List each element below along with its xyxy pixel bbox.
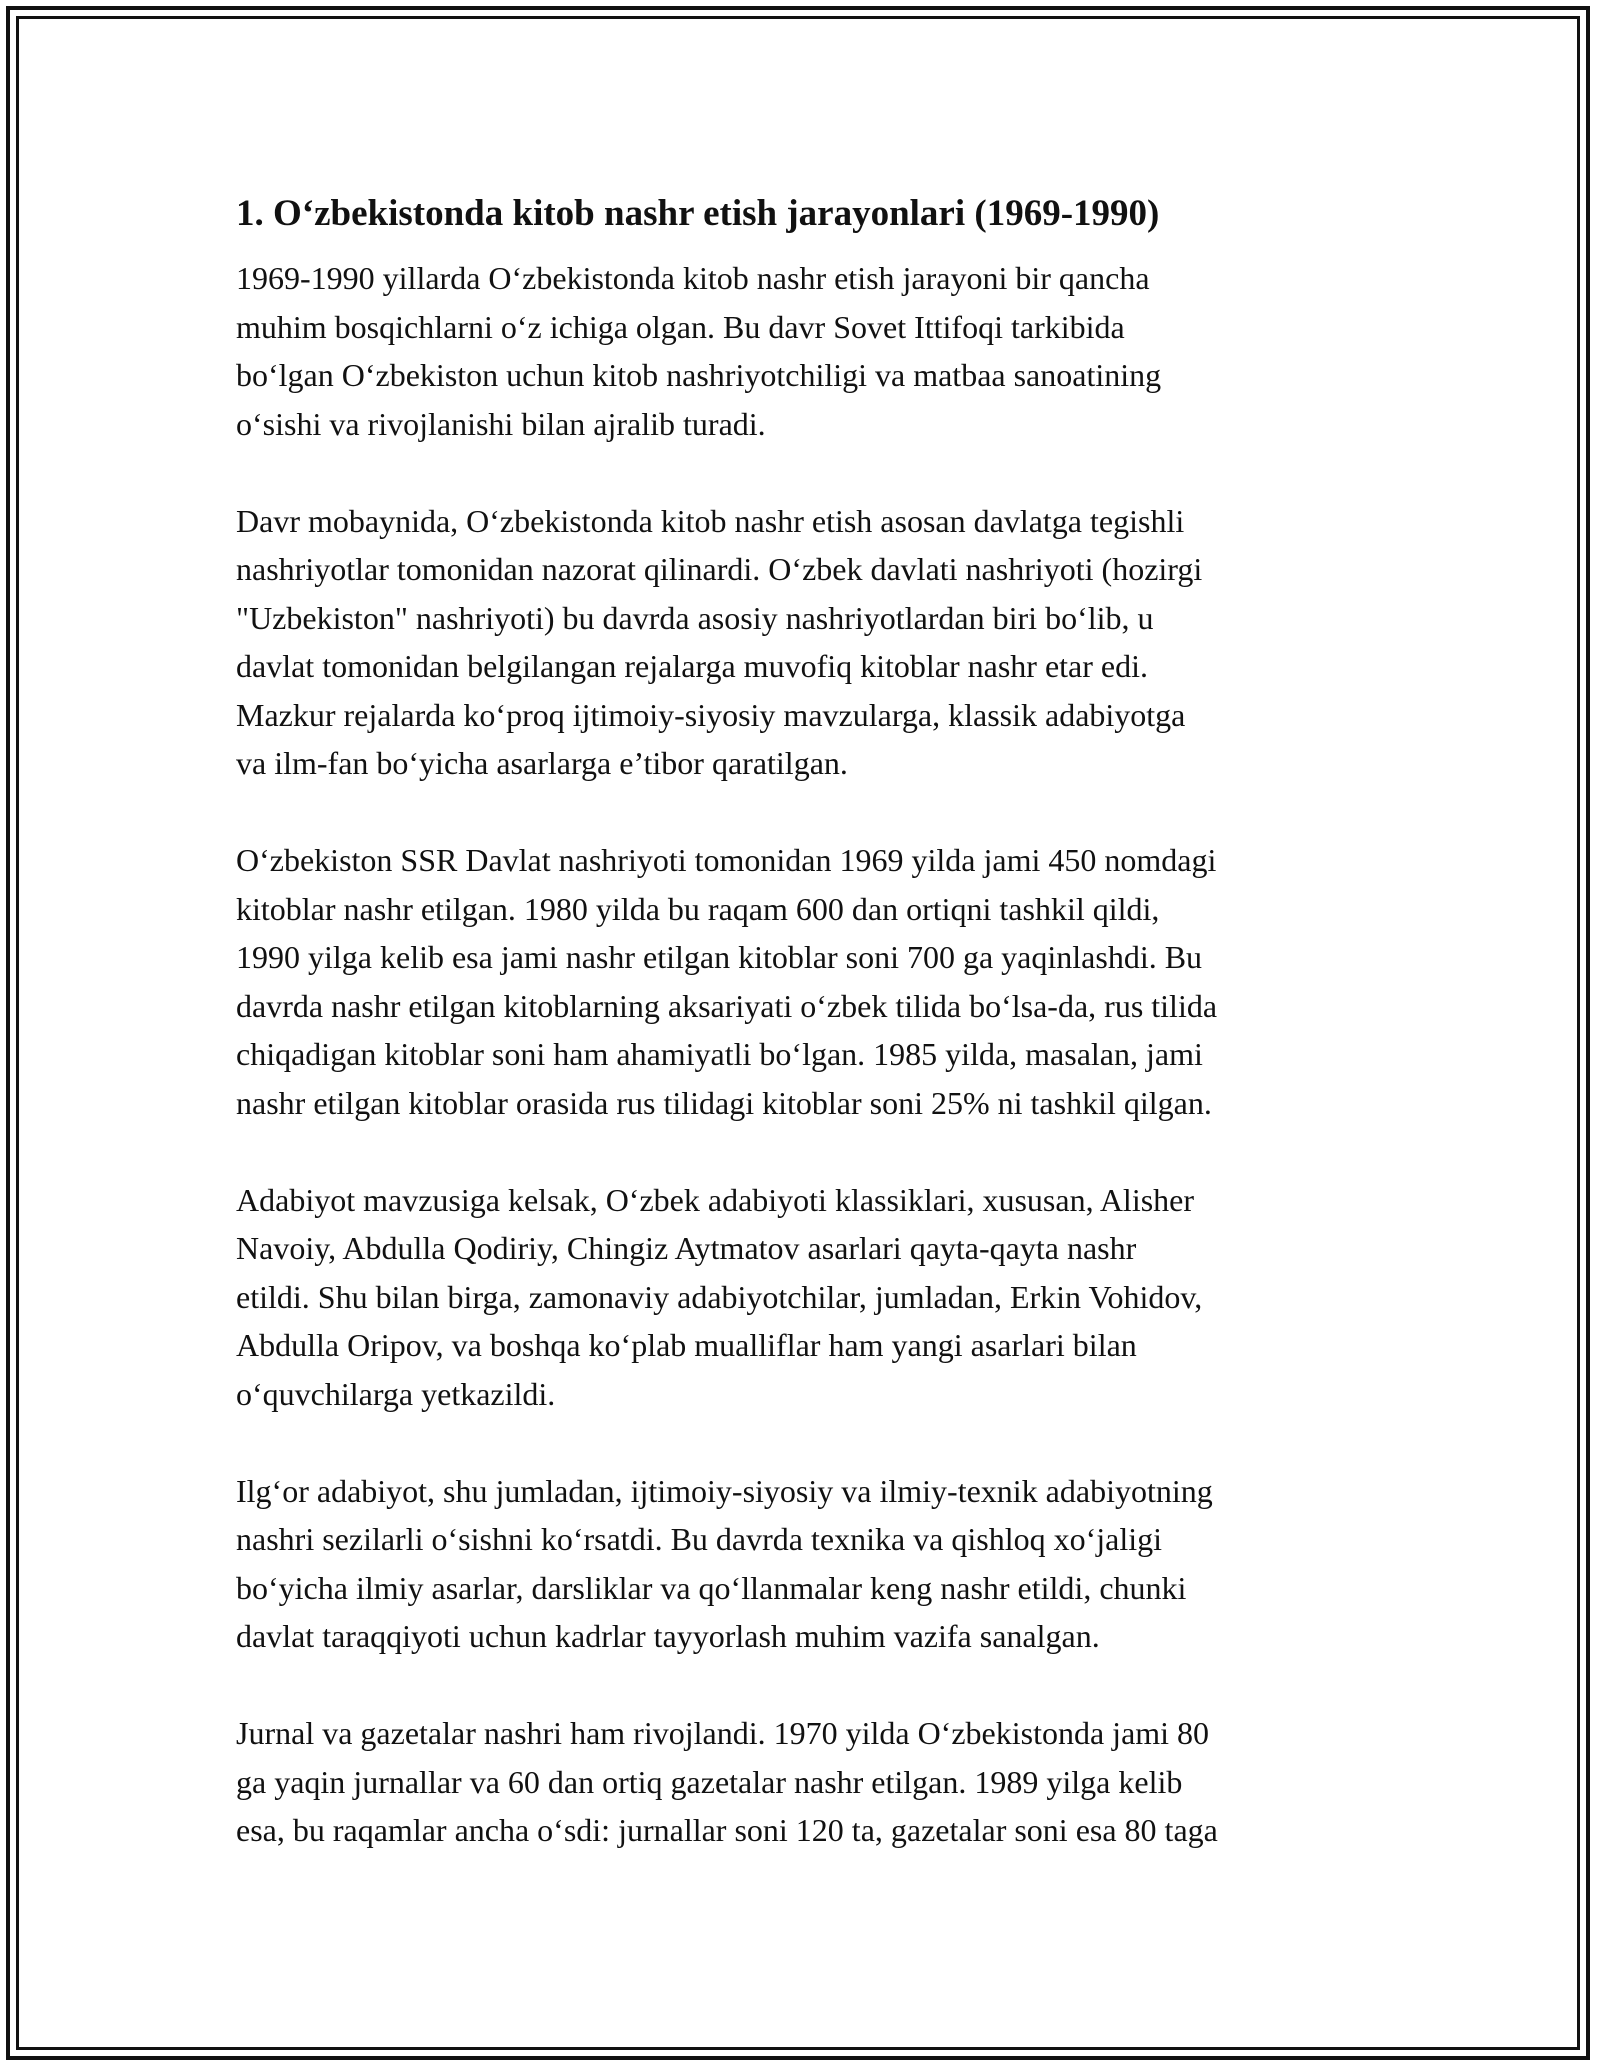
- text-line: Davr mobaynida, O‘zbekistonda kitob nashr etish asosan davlatga tegishli: [236, 502, 1185, 539]
- section-heading: 1. O‘zbekistonda kitob nashr etish jarayonlari (1969-1990): [236, 193, 1160, 234]
- text-line: davrda nashr etilgan kitoblarning aksariyati o‘zbek tilida bo‘lsa-da, rus tilida: [236, 987, 1218, 1024]
- text-line: o‘quvchilarga yetkazildi.: [236, 1375, 556, 1412]
- text-line: bo‘yicha ilmiy asarlar, darsliklar va qo‘llanmalar keng nashr etildi, chunki: [236, 1569, 1187, 1606]
- text-line: Jurnal va gazetalar nashri ham rivojlandi. 1970 yilda O‘zbekistonda jami 80: [236, 1715, 1210, 1751]
- text-line: esa, bu raqamlar ancha o‘sdi: jurnallar soni 120 ta, gazetalar soni esa 80 taga: [236, 1812, 1218, 1848]
- text-line: Adabiyot mavzusiga kelsak, O‘zbek adabiyoti klassiklari, xususan, Alisher: [236, 1181, 1195, 1218]
- paragraph-scientific: [236, 1467, 1376, 1661]
- paragraph-periodicals: [236, 1709, 1376, 1855]
- text-line: etildi. Shu bilan birga, zamonaviy adabiyotchilar, jumladan, Erkin Vohidov,: [236, 1278, 1203, 1315]
- text-line: 1969-1990 yillarda O‘zbekistonda kitob nashr etish jarayoni bir qancha: [236, 260, 1150, 296]
- text-line: nashr etilgan kitoblar orasida rus tilidagi kitoblar soni 25% ni tashkil qilgan.: [236, 1084, 1212, 1121]
- text-line: 1990 yilga kelib esa jami nashr etilgan kitoblar soni 700 ga yaqinlashdi. Bu: [236, 939, 1203, 975]
- text-line: davlat tomonidan belgilangan rejalarga muvofiq kitoblar nashr etar edi.: [236, 648, 1148, 684]
- paragraph-state-publishers: [236, 497, 1376, 788]
- text-line: bo‘lgan O‘zbekiston uchun kitob nashriyotchiligi va matbaa sanoatining: [236, 357, 1162, 393]
- text-line: ga yaqin jurnallar va 60 dan ortiq gazetalar nashr etilgan. 1989 yilga kelib: [236, 1763, 1183, 1800]
- text-line: O‘zbekiston SSR Davlat nashriyoti tomonidan 1969 yilda jami 450 nomdagi: [236, 842, 1217, 878]
- text-line: Abdulla Oripov, va boshqa ko‘plab mualliflar ham yangi asarlari bilan: [236, 1327, 1137, 1363]
- text-line: Navoiy, Abdulla Qodiriy, Chingiz Aytmatov asarlari qayta-qayta nashr: [236, 1230, 1137, 1266]
- text-line: o‘sishi va rivojlanishi bilan ajralib turadi.: [236, 405, 766, 442]
- paragraph-statistics: [236, 836, 1376, 1127]
- text-line: kitoblar nashr etilgan. 1980 yilda bu raqam 600 dan ortiqni tashkil qildi,: [236, 890, 1160, 927]
- text-line: "Uzbekiston" nashriyoti) bu davrda asosiy nashriyotlardan biri bo‘lib, u: [236, 599, 1154, 636]
- text-line: va ilm-fan bo‘yicha asarlarga e’tibor qaratilgan.: [236, 745, 848, 781]
- text-line: Mazkur rejalarda ko‘proq ijtimoiy-siyosiy mavzularga, klassik adabiyotga: [236, 696, 1186, 733]
- text-line: chiqadigan kitoblar soni ham ahamiyatli bo‘lgan. 1985 yilda, masalan, jami: [236, 1036, 1203, 1072]
- paragraph-literature: [236, 1176, 1376, 1419]
- text-line: nashri sezilarli o‘sishni ko‘rsatdi. Bu davrda texnika va qishloq xo‘jaligi: [236, 1521, 1163, 1557]
- text-line: muhim bosqichlarni o‘z ichiga olgan. Bu davr Sovet Ittifoqi tarkibida: [236, 308, 1125, 345]
- text-line: davlat taraqqiyoti uchun kadrlar tayyorlash muhim vazifa sanalgan.: [236, 1618, 1100, 1654]
- paragraph-intro: [236, 254, 1376, 448]
- document-body: [236, 186, 1376, 1903]
- text-line: Ilg‘or adabiyot, shu jumladan, ijtimoiy-siyosiy va ilmiy-texnik adabiyotning: [236, 1472, 1213, 1509]
- text-line: nashriyotlar tomonidan nazorat qilinardi. O‘zbek davlati nashriyoti (hozirgi: [236, 551, 1203, 587]
